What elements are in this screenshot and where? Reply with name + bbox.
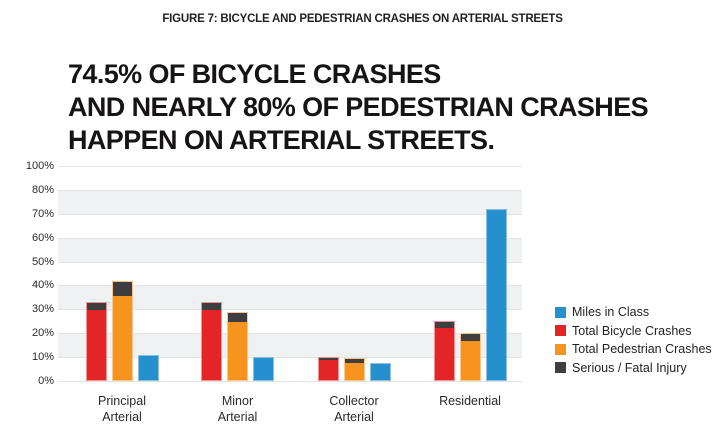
bicycle-crashes-bar (201, 302, 222, 381)
y-axis-tick-label: 70% (31, 207, 54, 220)
x-axis-category-label (299, 393, 409, 425)
chart-legend (555, 303, 712, 377)
x-axis-category-label (415, 393, 525, 409)
serious-fatal-injury-cap (113, 282, 132, 296)
pedestrian-crashes-bar (460, 333, 481, 381)
x-axis-category-label-line: Minor (221, 394, 254, 408)
serious-fatal-injury-cap (202, 303, 221, 310)
legend-label: Total Bicycle Crashes (572, 323, 692, 338)
legend-label: Miles in Class (572, 305, 650, 320)
headline-line-2: AND NEARLY 80% OF PEDESTRIAN CRASHES (68, 92, 649, 122)
x-axis-category-label-line: Residential (439, 394, 501, 408)
serious-fatal-injury-cap (87, 303, 106, 310)
headline (68, 58, 668, 157)
gridline (58, 214, 522, 215)
headline-line-3: HAPPEN ON ARTERIAL STREETS. (68, 125, 495, 155)
y-axis-tick-label: 0% (38, 375, 54, 387)
y-axis-tick-label: 80% (31, 183, 54, 196)
total-pedestrian-crashes-swatch-icon (555, 344, 566, 355)
headline-line-1: 74.5% OF BICYCLE CRASHES (68, 59, 441, 89)
gridline (58, 381, 522, 382)
legend-item-serious-fatal-injury (555, 359, 712, 378)
y-axis-tick-label: 10% (31, 351, 54, 364)
y-axis-tick-label: 40% (31, 279, 54, 292)
bicycle-crashes-bar (434, 321, 455, 381)
plot-shaded-band (58, 238, 522, 262)
x-axis-category-label-line: Principal (98, 394, 146, 408)
miles-in-class-bar (486, 209, 507, 381)
pedestrian-crashes-bar (344, 358, 365, 381)
miles-in-class-bar (138, 355, 159, 381)
x-axis-category-label-line: Collector (329, 394, 379, 408)
legend-item-miles-in-class (555, 303, 712, 322)
plot-shaded-band (58, 190, 522, 214)
gridline (58, 238, 522, 239)
pedestrian-crashes-bar (112, 281, 133, 381)
serious-fatal-injury-cap (319, 358, 338, 360)
bicycle-crashes-bar (318, 357, 339, 381)
gridline (58, 262, 522, 263)
legend-label: Serious / Fatal Injury (572, 360, 687, 375)
x-axis-category-label-line: Arterial (102, 410, 142, 424)
x-axis-category-label (183, 393, 293, 425)
miles-in-class-bar (253, 357, 274, 381)
x-axis-category-label (67, 393, 177, 425)
miles-in-class-swatch-icon (555, 307, 566, 318)
serious-fatal-injury-cap (345, 359, 364, 363)
gridline (58, 166, 522, 167)
x-axis-category-label-line: Arterial (334, 410, 374, 424)
bicycle-crashes-bar (86, 302, 107, 381)
serious-fatal-injury-cap (228, 313, 247, 323)
serious-fatal-injury-swatch-icon (555, 362, 566, 373)
legend-item-total-bicycle-crashes (555, 322, 712, 341)
y-axis-tick-label: 50% (31, 255, 54, 268)
pedestrian-crashes-bar (227, 312, 248, 381)
x-axis-category-label-line: Arterial (217, 410, 258, 424)
total-bicycle-crashes-swatch-icon (555, 325, 566, 336)
y-axis-tick-label: 30% (31, 303, 54, 316)
legend-item-total-pedestrian-crashes (555, 340, 712, 359)
miles-in-class-bar (370, 363, 391, 381)
y-axis-tick-label: 100% (25, 160, 54, 172)
figure-title: FIGURE 7: BICYCLE AND PEDESTRIAN CRASHES ON ARTERIAL STREETS (162, 13, 563, 25)
serious-fatal-injury-cap (461, 334, 480, 341)
serious-fatal-injury-cap (435, 322, 454, 328)
gridline (58, 190, 522, 191)
legend-label: Total Pedestrian Crashes (572, 342, 712, 357)
y-axis-tick-label: 60% (31, 231, 54, 244)
y-axis-tick-label: 20% (31, 327, 54, 340)
